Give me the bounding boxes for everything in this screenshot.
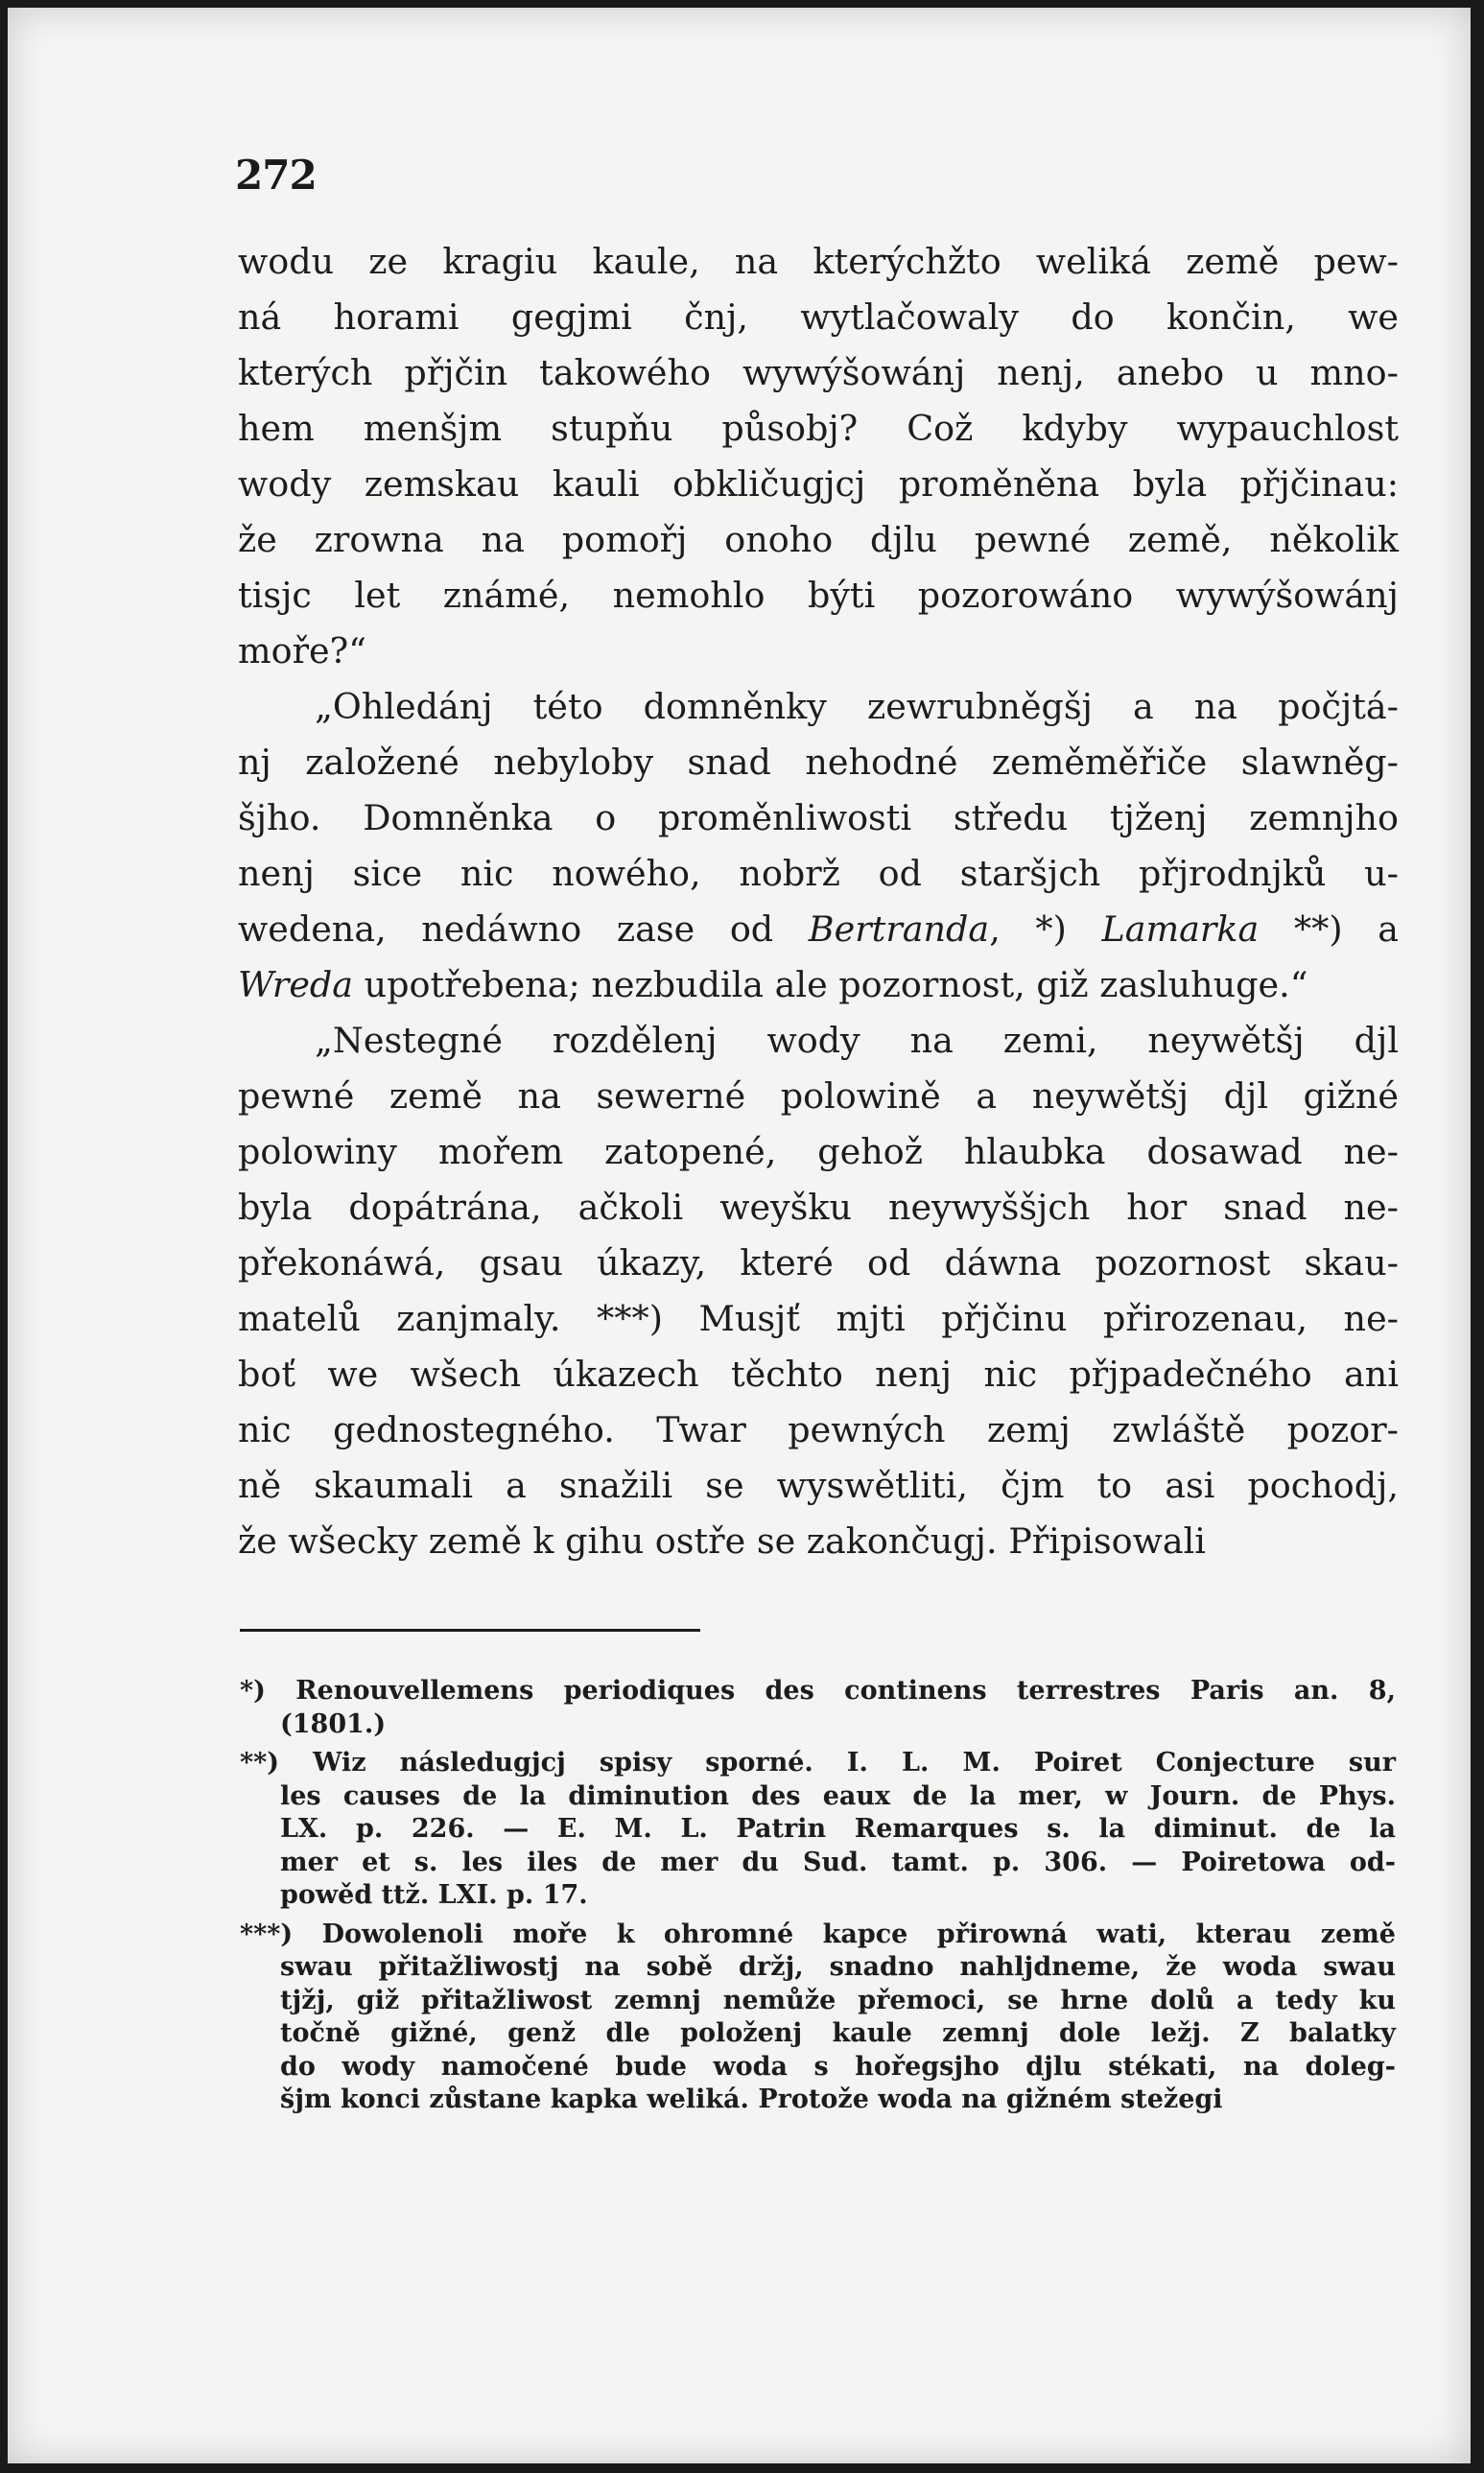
text-line: nic gednostegného. Twar pewných zemj zwláště pozor- bbox=[238, 1409, 1399, 1450]
footnote-line: šjm konci zůstane kapka weliká. Protože woda na gižném stežegi bbox=[280, 2084, 1223, 2114]
text-line: překonáwá, gsau úkazy, které od dáwna pozornost skau- bbox=[238, 1242, 1399, 1284]
text-line: šjho. Domněnka o proměnliwosti středu tjženj zemnjho bbox=[238, 797, 1399, 838]
text-line: že zrowna na pomořj onoho djlu pewné země, několik bbox=[238, 519, 1399, 560]
text-line: byla dopátrána, ačkoli weyšku neywyššjch hor snad ne- bbox=[238, 1187, 1399, 1228]
footnote-line: powěd ttž. LXI. p. 17. bbox=[280, 1880, 588, 1910]
text-line: wodu ze kragiu kaule, na kterýchžto weliká země pew- bbox=[238, 241, 1399, 282]
text-line: že wšecky země k gihu ostře se zakončugj. Připisowali bbox=[238, 1520, 1206, 1562]
footnote-line: les causes de la diminution des eaux de la mer, w Journ. de Phys. bbox=[280, 1780, 1396, 1811]
text-line: ně skaumali a snažili se wyswětliti, čjm to asi pochodj, bbox=[238, 1465, 1399, 1506]
main-text bbox=[238, 234, 1399, 1569]
footnote-line: tjžj, giž přitažliwost zemnj nemůže přemoci, se hrne dolů a tedy ku bbox=[280, 1985, 1396, 2015]
footnote-separator bbox=[240, 1629, 700, 1632]
footnote-line: swau přitažliwostj na sobě držj, snadno nahljdneme, že woda swau bbox=[280, 1952, 1396, 1982]
text-line: wedena, nedáwno zase od Bertranda, *) Lamarka **) a bbox=[238, 908, 1399, 950]
text-line: matelů zanjmaly. ***) Musjť mjti přjčinu přirozenau, ne- bbox=[238, 1298, 1399, 1339]
text-line: boť we wšech úkazech těchto nenj nic přjpadečného ani bbox=[238, 1354, 1399, 1395]
footnote-line: do wody namočené bude woda s hořegsjho djlu stékati, na doleg- bbox=[280, 2051, 1396, 2082]
text-line: hem menšjm stupňu působj? Což kdyby wypauchlost bbox=[238, 408, 1399, 449]
text-line: moře?“ bbox=[238, 630, 366, 671]
text-line: kterých přjčin takowého wywýšowánj nenj, anebo u mno- bbox=[238, 352, 1399, 393]
text-line: Wreda upotřebena; nezbudila ale pozornost, giž zasluhuge.“ bbox=[238, 964, 1308, 1005]
footnote-line: **) Wiz následugjcj spisy sporné. I. L. M. Poiret Conjecture sur bbox=[240, 1748, 1396, 1778]
footnote-line: ***) Dowolenoli moře k ohromné kapce přirowná wati, kterau země bbox=[240, 1919, 1396, 1949]
text-line: polowiny mořem zatopené, gehož hlaubka dosawad ne- bbox=[238, 1131, 1399, 1172]
text-line: „Ohledánj této domněnky zewrubněgšj a na počjtá- bbox=[315, 686, 1399, 727]
book-page bbox=[8, 8, 1471, 2463]
footnote-line: (1801.) bbox=[280, 1708, 387, 1739]
text-line: wody zemskau kauli obkličugjcj proměněna byla přjčinau: bbox=[238, 463, 1399, 505]
footnote-line: mer et s. les iles de mer du Sud. tamt. p. 306. — Poiretowa od- bbox=[280, 1847, 1396, 1877]
text-line: tisjc let známé, nemohlo býti pozorowáno wywýšowánj bbox=[238, 575, 1399, 616]
footnote-line: *) Renouvellemens periodiques des continens terrestres Paris an. 8, bbox=[240, 1676, 1396, 1706]
footnote-line: točně gižné, genž dle položenj kaule zemnj dole ležj. Z balatky bbox=[280, 2018, 1396, 2048]
text-line: nenj sice nic nowého, nobrž od staršjch přjrodnjků u- bbox=[238, 853, 1399, 894]
text-line: pewné země na sewerné polowině a neywětšj djl gižné bbox=[238, 1075, 1399, 1117]
text-line: „Nestegné rozdělenj wody na zemi, neywětšj djl bbox=[315, 1020, 1399, 1061]
footnotes bbox=[240, 1675, 1396, 2117]
text-line: ná horami gegjmi čnj, wytlačowaly do končin, we bbox=[238, 296, 1399, 338]
page-number: 272 bbox=[235, 152, 317, 199]
text-line: nj založené nebyloby snad nehodné zeměměřiče slawněg- bbox=[238, 742, 1399, 783]
footnote-line: LX. p. 226. — E. M. L. Patrin Remarques s. la diminut. de la bbox=[280, 1814, 1396, 1844]
